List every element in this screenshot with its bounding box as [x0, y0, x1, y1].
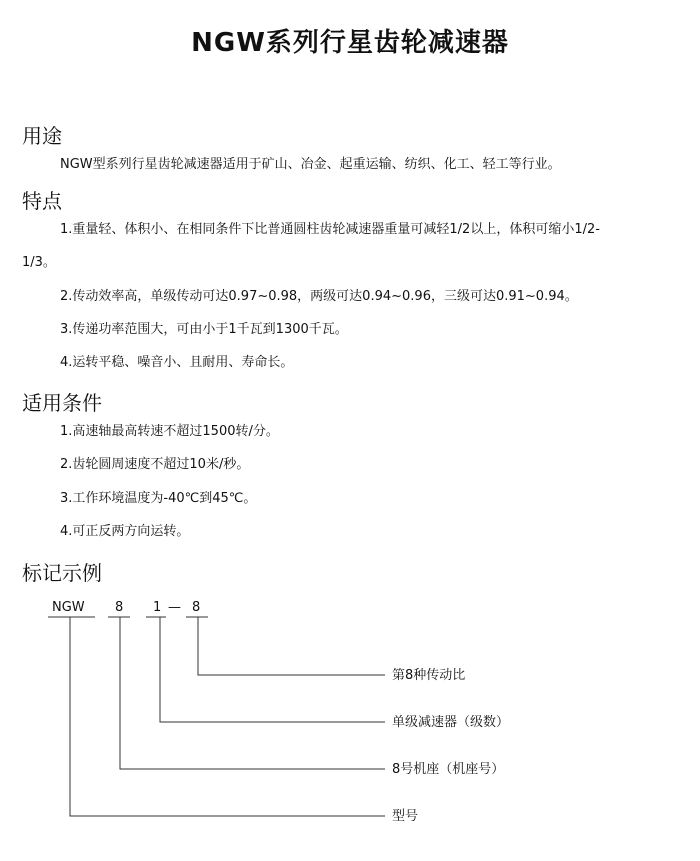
conditions-item-2: 2.齿轮圆周速度不超过10米/秒。 — [60, 457, 250, 472]
features-item-1-line-2: 1/3。 — [22, 255, 56, 270]
leader-model — [70, 617, 385, 816]
label-model: 型号 — [392, 809, 419, 824]
leader-stage — [160, 617, 385, 722]
label-stage: 单级减速器（级数） — [392, 715, 510, 730]
section-heading-example: 标记示例 — [22, 561, 102, 585]
usage-text: NGW型系列行星齿轮减速器适用于矿山、冶金、起重运输、纺织、化工、轻工等行业。 — [60, 157, 561, 172]
features-item-3: 3.传递功率范围大，可由小于1千瓦到1300千瓦。 — [60, 322, 348, 337]
code-part-frame: 8 — [115, 600, 124, 615]
conditions-item-1: 1.高速轴最高转速不超过1500转/分。 — [60, 424, 279, 439]
features-item-1-line-1: 1.重量轻、体积小、在相同条件下比普通圆柱齿轮减速器重量可减轻1/2以上，体积可缩小1/2- — [60, 222, 600, 237]
page-title: NGW系列行星齿轮减速器 — [191, 28, 509, 58]
features-item-4: 4.运转平稳、噪音小、且耐用、寿命长。 — [60, 355, 294, 370]
section-heading-usage: 用途 — [22, 124, 62, 148]
features-item-2: 2.传动效率高，单级传动可达0.97~0.98，两级可达0.94~0.96，三级可达0.91~0.94。 — [60, 289, 578, 304]
label-frame: 8号机座（机座号） — [392, 762, 505, 777]
leader-ratio — [198, 617, 385, 675]
section-heading-conditions: 适用条件 — [22, 391, 102, 415]
code-dash: — — [168, 600, 181, 615]
section-heading-features: 特点 — [22, 189, 62, 213]
code-part-ratio: 8 — [192, 600, 201, 615]
model-code-diagram — [0, 590, 700, 850]
code-part-ngw: NGW — [52, 600, 85, 615]
conditions-item-4: 4.可正反两方向运转。 — [60, 524, 190, 539]
code-part-stage: 1 — [153, 600, 162, 615]
label-ratio: 第8种传动比 — [392, 668, 466, 683]
conditions-item-3: 3.工作环境温度为-40℃到45℃。 — [60, 491, 257, 506]
